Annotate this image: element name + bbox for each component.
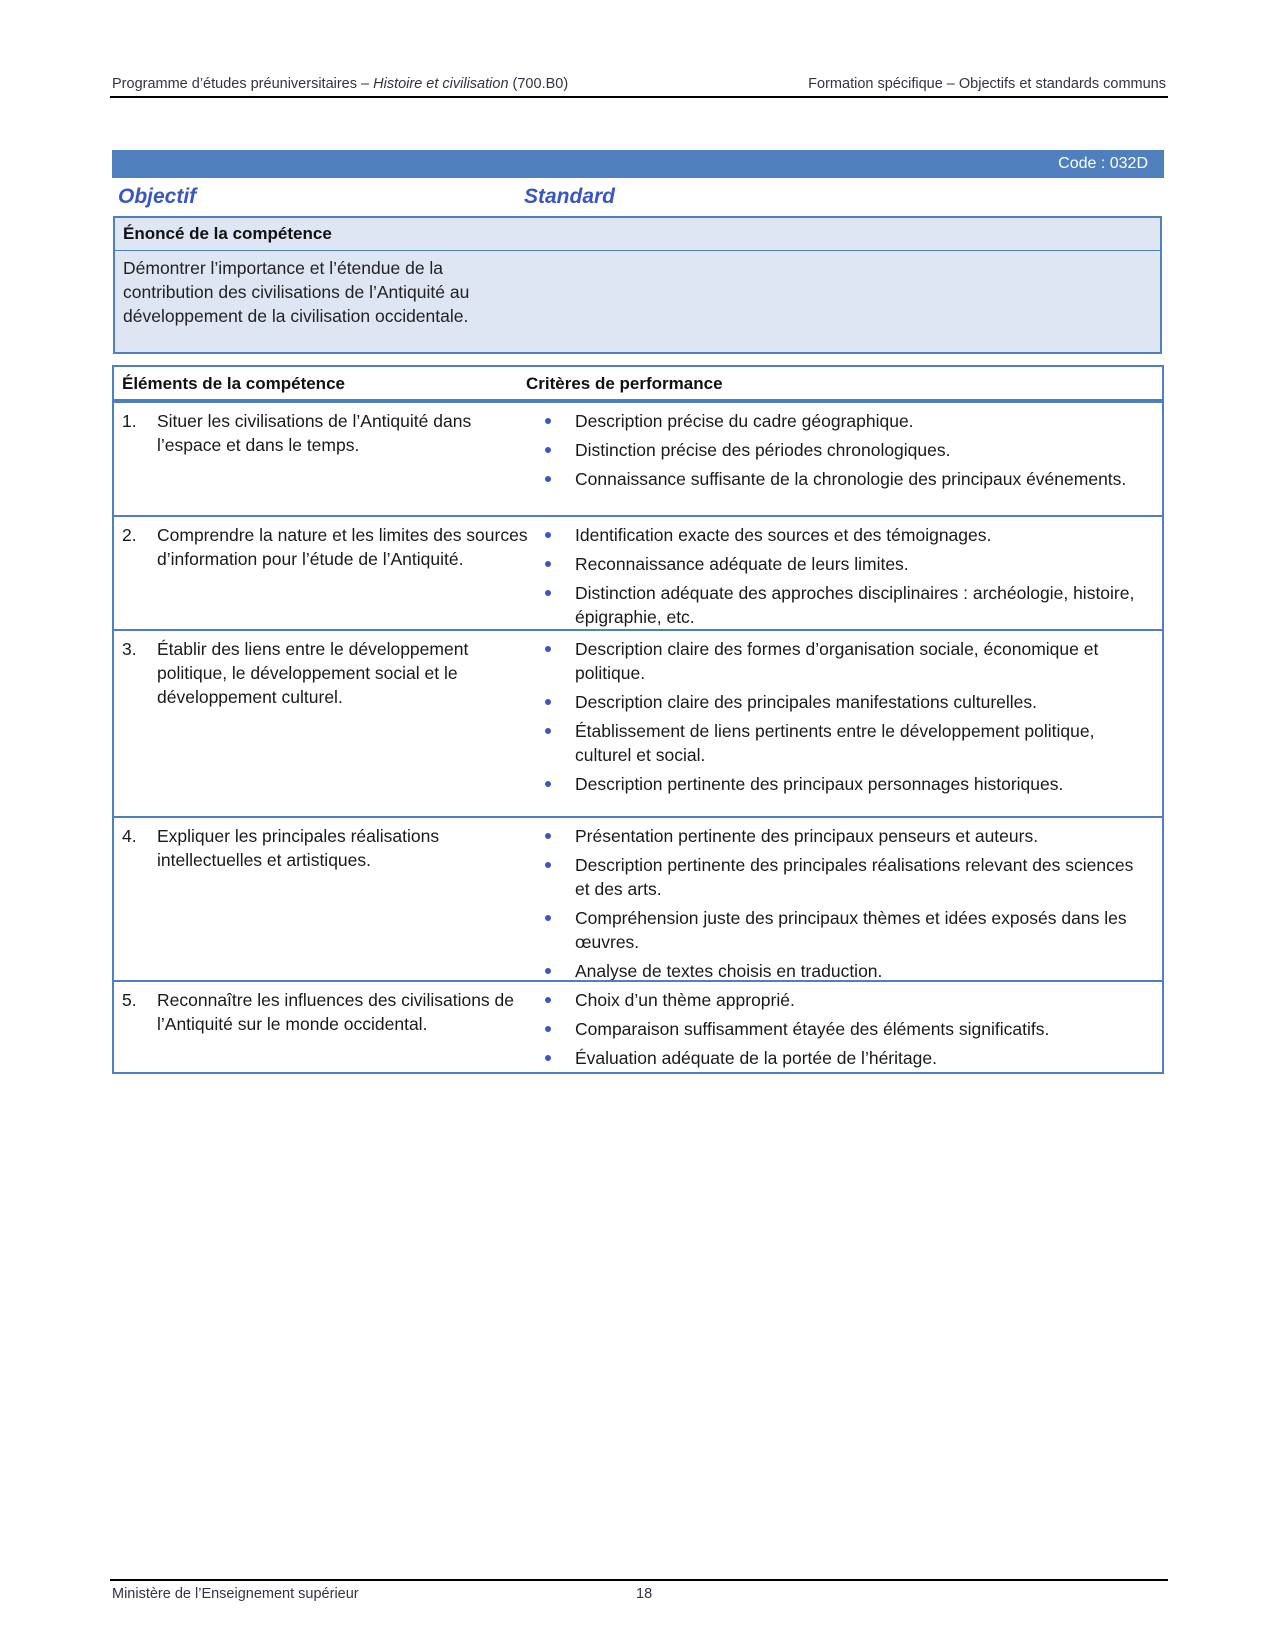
critere-text: Compréhension juste des principaux thèmes et idées exposés dans les œuvres. [575, 908, 1127, 952]
table-row [114, 401, 1162, 515]
enonce-box [113, 216, 1162, 354]
element-cell [122, 409, 542, 457]
bullet-icon [540, 988, 575, 1012]
elements-header: Éléments de la compétence [122, 374, 345, 393]
header-section-title: Formation spécifique – Objectifs et standards communs [808, 76, 1166, 92]
critere-text: Identification exacte des sources et des témoignages. [575, 525, 992, 545]
critere-text: Présentation pertinente des principaux penseurs et auteurs. [575, 826, 1039, 846]
list-item [540, 690, 1150, 714]
criteres-cell [540, 637, 1150, 801]
criteres-cell [540, 824, 1150, 988]
bullet-icon [540, 467, 575, 491]
element-text: Reconnaître les influences des civilisations de l’Antiquité sur le monde occidental. [157, 990, 514, 1034]
list-item [540, 1017, 1150, 1041]
element-cell [122, 637, 542, 709]
element-number: 2. [122, 525, 137, 545]
element-number: 3. [122, 639, 137, 659]
table-row [114, 629, 1162, 816]
critere-text: Description claire des formes d’organisation sociale, économique et politique. [575, 639, 1099, 683]
list-item [540, 637, 1150, 685]
element-number: 5. [122, 990, 137, 1010]
critere-text: Établissement de liens pertinents entre le développement politique, culturel et social. [575, 721, 1095, 765]
code-label: Code : 032D [1058, 155, 1148, 172]
bullet-icon [540, 824, 575, 848]
element-text: Expliquer les principales réalisations intellectuelles et artistiques. [157, 826, 440, 870]
list-item [540, 772, 1150, 796]
objectif-label: Objectif [118, 185, 197, 208]
element-cell [122, 824, 542, 872]
enonce-text: Démontrer l’importance et l’étendue de la contribution des civilisations de l’Antiquité au développement de la civilisation occidentale. [123, 258, 470, 326]
list-item [540, 523, 1150, 547]
list-item [540, 581, 1150, 629]
critere-text: Description pertinente des principaux personnages historiques. [575, 774, 1064, 794]
code-bar [112, 150, 1164, 178]
table-row [114, 515, 1162, 629]
enonce-title: Énoncé de la compétence [123, 224, 332, 243]
critere-text: Reconnaissance adéquate de leurs limites. [575, 554, 909, 574]
list-item [540, 853, 1150, 901]
bullet-icon [540, 853, 575, 901]
bullet-icon [540, 772, 575, 796]
element-text: Établir des liens entre le développement politique, le développement social et le développement culturel. [157, 639, 469, 707]
table-row [114, 816, 1162, 980]
element-cell [122, 988, 542, 1036]
enonce-divider [115, 250, 1160, 251]
critere-text: Connaissance suffisante de la chronologie des principaux événements. [575, 469, 1127, 489]
element-text: Comprendre la nature et les limites des sources d’information pour l’étude de l’Antiquité. [157, 525, 528, 569]
footer-divider [110, 1579, 1168, 1581]
criteres-header: Critères de performance [526, 374, 723, 393]
list-item [540, 719, 1150, 767]
bullet-icon [540, 719, 575, 767]
critere-text: Description claire des principales manifestations culturelles. [575, 692, 1038, 712]
bullet-icon [540, 438, 575, 462]
standard-label: Standard [524, 185, 616, 208]
criteres-cell [540, 523, 1150, 634]
competence-table [112, 365, 1164, 1074]
bullet-icon [540, 552, 575, 576]
header-program-prefix: Programme d’études préuniversitaires – [112, 76, 374, 92]
header-divider [110, 96, 1168, 98]
critere-text: Distinction adéquate des approches disciplinaires : archéologie, histoire, épigraphie, etc. [575, 583, 1135, 627]
bullet-icon [540, 906, 575, 954]
critere-text: Choix d’un thème approprié. [575, 990, 795, 1010]
competence-table-header [114, 367, 1162, 401]
element-number: 1. [122, 411, 137, 431]
header-program-name: Histoire et civilisation [373, 76, 509, 92]
element-cell [122, 523, 542, 571]
list-item [540, 552, 1150, 576]
header-program-title [112, 76, 568, 92]
criteres-cell [540, 988, 1150, 1075]
page-header [112, 76, 1166, 92]
element-text: Situer les civilisations de l’Antiquité dans l’espace et dans le temps. [157, 411, 472, 455]
table-row [114, 980, 1162, 1072]
bullet-icon [540, 1017, 575, 1041]
list-item [540, 988, 1150, 1012]
critere-text: Comparaison suffisamment étayée des éléments significatifs. [575, 1019, 1050, 1039]
page-number: 18 [636, 1586, 653, 1602]
list-item [540, 824, 1150, 848]
header-program-code: (700.B0) [508, 76, 569, 92]
bullet-icon [540, 581, 575, 629]
criteres-cell [540, 409, 1150, 496]
bullet-icon [540, 409, 575, 433]
bullet-icon [540, 690, 575, 714]
list-item [540, 438, 1150, 462]
list-item [540, 467, 1150, 491]
footer-ministry: Ministère de l’Enseignement supérieur [112, 1586, 359, 1602]
objectif-standard-heading [112, 182, 1164, 210]
bullet-icon [540, 523, 575, 547]
bullet-icon [540, 1046, 575, 1070]
list-item [540, 1046, 1150, 1070]
critere-text: Analyse de textes choisis en traduction. [575, 961, 883, 981]
list-item [540, 409, 1150, 433]
bullet-icon [540, 637, 575, 685]
list-item [540, 906, 1150, 954]
critere-text: Description pertinente des principales réalisations relevant des sciences et des arts. [575, 855, 1134, 899]
element-number: 4. [122, 826, 137, 846]
critere-text: Évaluation adéquate de la portée de l’héritage. [575, 1048, 937, 1068]
critere-text: Distinction précise des périodes chronologiques. [575, 440, 951, 460]
critere-text: Description précise du cadre géographique. [575, 411, 914, 431]
